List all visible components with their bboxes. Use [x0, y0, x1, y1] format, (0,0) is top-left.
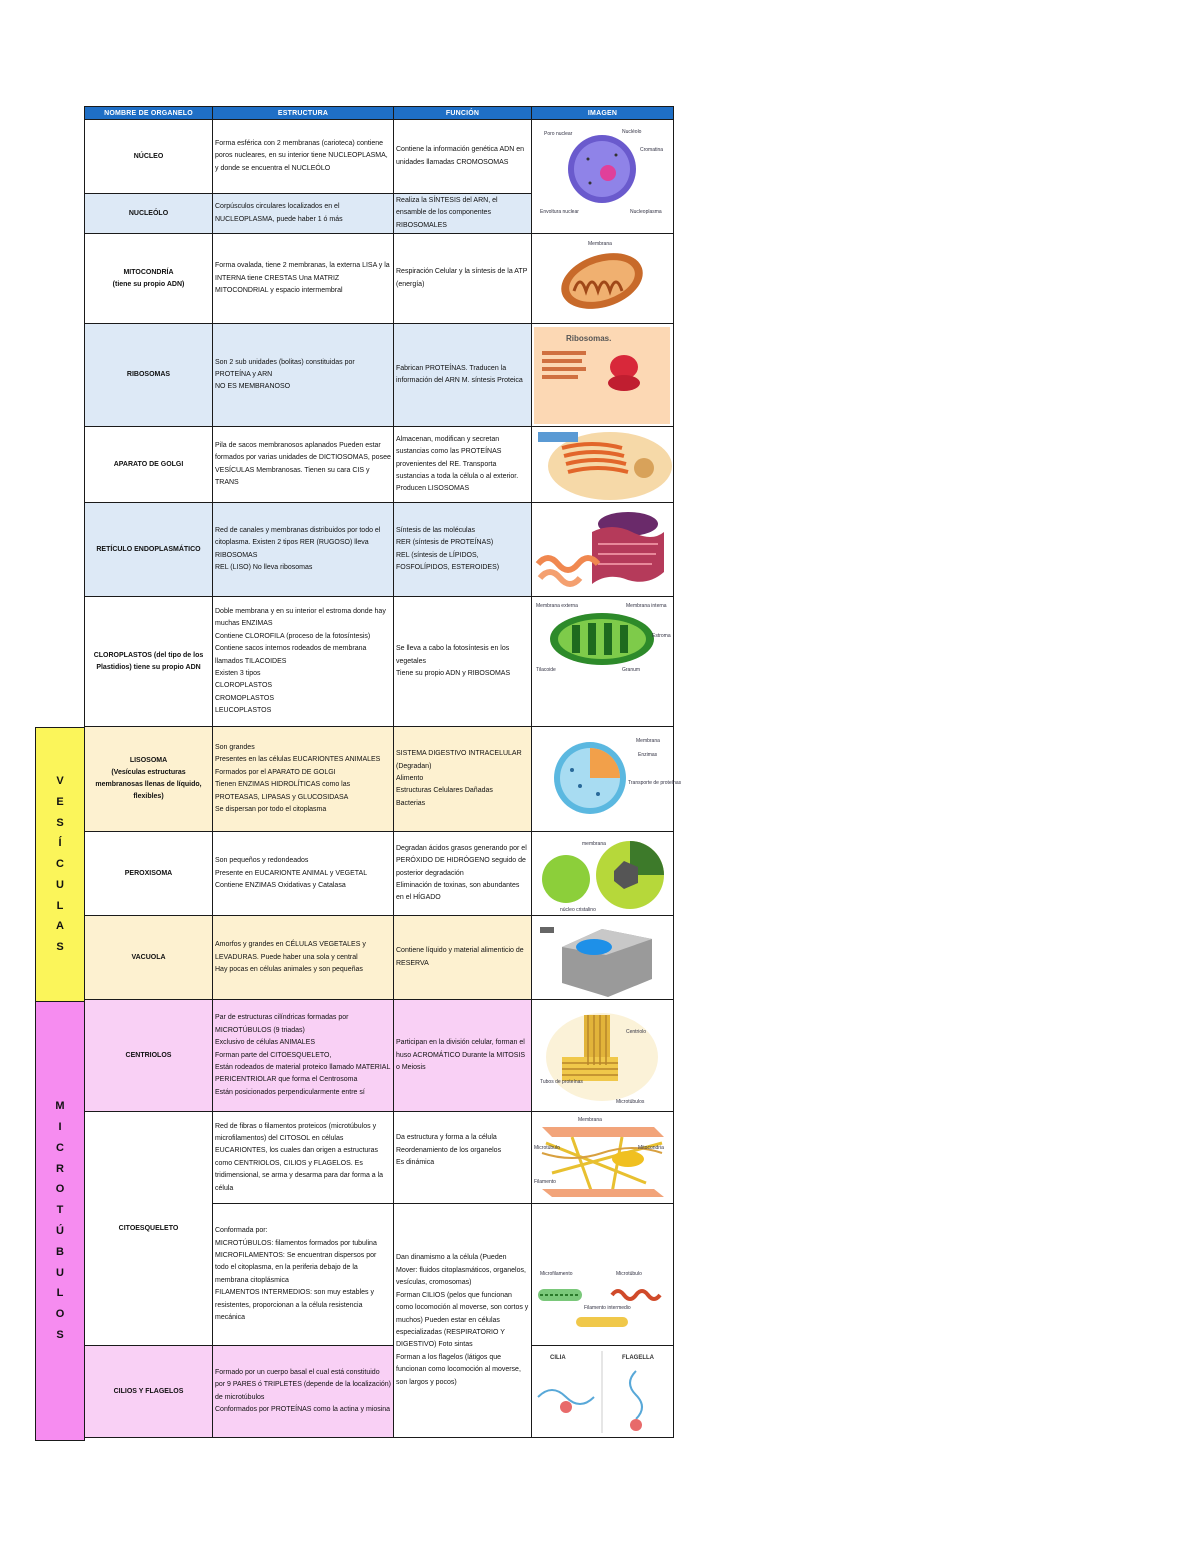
organelle-structure: Son 2 sub unidades (bolitas) constituidas por PROTEÍNA y ARN NO ES MEMBRANOSO: [213, 324, 394, 427]
organelle-image-cell: [532, 832, 674, 916]
group-letter: L: [56, 899, 64, 912]
group-letter: V: [56, 774, 64, 787]
table-row: [85, 503, 674, 597]
image-label: Filamento: [534, 1178, 556, 1185]
table-row: [85, 120, 674, 194]
organelle-function: Realiza la SÍNTESIS del ARN, el ensamble de los componentes RIBOSOMALES: [394, 194, 532, 234]
organelle-structure: Forma ovalada, tiene 2 membranas, la externa LISA y la INTERNA tiene CRESTAS Una MATRIZ MITOCONDRIAL y espacio intermembral: [213, 234, 394, 324]
organelle-structure: Forma esférica con 2 membranas (carioteca) contiene poros nucleares, en su interior tiene NUCLEOPLASMA, y donde se encuentra el NUCLEÓLO: [213, 120, 394, 194]
image-label: membrana: [582, 840, 606, 847]
er-image: [532, 504, 672, 596]
image-label: Microtúbulos: [616, 1098, 645, 1105]
organelle-image-cell: [532, 234, 674, 324]
image-label: Cromatina: [640, 146, 664, 153]
group-letter: Í: [58, 837, 62, 850]
image-label: Granum: [622, 667, 641, 674]
lysosome-image: [532, 728, 682, 831]
image-label: Envoltura nuclear: [540, 208, 579, 215]
organelle-name: RIBOSOMAS: [85, 324, 213, 427]
organelle-image-cell: [532, 1346, 674, 1438]
group-letter: M: [55, 1100, 65, 1113]
group-letter: S: [56, 1328, 64, 1341]
vacuole-image: [532, 917, 672, 999]
image-label: Tilacoide: [536, 667, 556, 674]
image-label: núcleo cristalino: [560, 906, 596, 913]
group-letter: E: [56, 795, 64, 808]
image-label: Mitocondria: [638, 1144, 664, 1151]
image-label: Nucleoplasma: [630, 208, 662, 215]
mitochondria-image: [532, 235, 672, 323]
image-label: Filamento intermedio: [584, 1304, 631, 1311]
organelle-image-cell: [532, 324, 674, 427]
organelle-function: Dan dinamismo a la célula (Pueden Mover: fluidos citoplasmáticos, organelos, vesículas, cromosomas) Forman CILIOS (pelos que funcionan como locomoción al moverse, son cortos y muchos) Pueden estar en células especializadas (RESPIRATORIO Y DIGESTIVO) Foto sintas Forman a los flagelos (látigos que funcionan como locomoción al moverse, son largos y pocos): [394, 1204, 532, 1438]
image-label: Microtúbulo: [534, 1144, 560, 1151]
image-label: Transporte de proteínas: [628, 779, 682, 786]
organelle-function: Contiene líquido y material alimenticio de RESERVA: [394, 916, 532, 1000]
group-letter: I: [58, 1121, 62, 1134]
organelle-function: Respiración Celular y la síntesis de la ATP (energía): [394, 234, 532, 324]
organelle-name: PEROXISOMA: [85, 832, 213, 916]
nucleus-image: [532, 121, 672, 233]
organelle-name: CENTRIOLOS: [85, 1000, 213, 1112]
group-letter: O: [55, 1183, 65, 1196]
organelle-name: NÚCLEO: [85, 120, 213, 194]
golgi-image: [532, 428, 672, 502]
organelle-table-sheet: [84, 106, 682, 1438]
organelle-function: Participan en la división celular, forman el huso ACROMÁTICO Durante la MITOSIS o Meiosis: [394, 1000, 532, 1112]
organelle-structure: Pila de sacos membranosos aplanados Pueden estar formados por varias unidades de DICTIOSOMAS, posee VESÍCULAS Membranosas. Tienen su cara CIS y TRANS: [213, 427, 394, 503]
image-label: Membrana: [588, 240, 612, 247]
image-label: Microtúbulo: [616, 1270, 642, 1277]
image-label: Poro nuclear: [544, 130, 573, 137]
organelle-structure: Red de fibras o filamentos proteicos (microtúbulos y microfilamentos) del CITOSOL en células EUCARIONTES, los cuales dan origen a estructuras como CENTRIOLOS, CILIOS y FLAGELOS. Es tridimensional, se arma y desarma para dar forma a la célula: [213, 1112, 394, 1204]
organelle-structure: Son pequeños y redondeados Presente en EUCARIONTE ANIMAL y VEGETAL Contiene ENZIMAS Oxidativas y Catalasa: [213, 832, 394, 916]
organelle-image-cell: [532, 1000, 674, 1112]
organelle-image-cell: [532, 120, 674, 234]
chloroplast-image: [532, 597, 672, 677]
organelle-structure: Red de canales y membranas distribuidos por todo el citoplasma. Existen 2 tipos RER (RUGOSO) lleva RIBOSOMAS REL (LISO) No lleva ribosomas: [213, 503, 394, 597]
organelle-structure-secondary: Conformada por: MICROTÚBULOS: filamentos formados por tubulina MICROFILAMENTOS: Se encuentran dispersos por todo el citoplasma, en la periferia debajo de la membrana citoplásmica FILAMENTOS INTERMEDIOS: son muy estables y resistentes, proporcionan a la célula resistencia mecánica: [213, 1204, 394, 1346]
organelle-image-cell: [532, 1112, 674, 1204]
vesiculas-group-label: [35, 727, 85, 1002]
organelle-function: SISTEMA DIGESTIVO INTRACELULAR (Degradan) Alimento Estructuras Celulares Dañadas Bacterias: [394, 727, 532, 832]
organelle-name: CLOROPLASTOS (del tipo de los Plastidios) tiene su propio ADN: [85, 597, 213, 727]
image-label: Estroma: [652, 633, 671, 640]
organelle-function: Degradan ácidos grasos generando por el PERÓXIDO DE HIDRÓGENO seguido de posterior degradación Eliminación de toxinas, son abundantes en el HÍGADO: [394, 832, 532, 916]
image-label: Membrana: [578, 1116, 602, 1123]
organelle-name: MITOCONDRÍA (tiene su propio ADN): [85, 234, 213, 324]
group-letter: A: [56, 920, 64, 933]
image-title: Ribosomas.: [566, 333, 612, 343]
header-row: [85, 107, 674, 120]
header-nombre: NOMBRE DE ORGANELO: [85, 107, 213, 120]
image-label: Membrana: [636, 737, 660, 744]
table-row: [85, 427, 674, 503]
image-label: Membrana externa: [536, 603, 578, 610]
image-label: Microfilamento: [540, 1270, 573, 1277]
organelle-function: Se lleva a cabo la fotosíntesis en los vegetales Tiene su propio ADN y RIBOSOMAS: [394, 597, 532, 727]
table-row: [85, 324, 674, 427]
ribosome-image: [532, 325, 672, 426]
image-label: FLAGELLA: [622, 1354, 654, 1361]
organelle-function: Síntesis de las moléculas RER (síntesis de PROTEÍNAS) REL (síntesis de LÍPIDOS, FOSFOLÍPIDOS, ESTEROIDES): [394, 503, 532, 597]
microtubulos-group-label: [35, 1001, 85, 1441]
group-letter: S: [56, 941, 64, 954]
organelle-image-cell: [532, 427, 674, 503]
organelle-image-cell: [532, 727, 682, 832]
group-letter: S: [56, 816, 64, 829]
organelle-table: [84, 106, 682, 1438]
organelle-function: Fabrican PROTEÍNAS. Traducen la información del ARN M. síntesis Proteica: [394, 324, 532, 427]
table-row: [85, 916, 674, 1000]
group-letter: C: [56, 1141, 64, 1154]
organelle-name: NUCLEÓLO: [85, 194, 213, 234]
organelle-structure: Doble membrana y en su interior el estroma donde hay muchas ENZIMAS Contiene CLOROFILA (proceso de la fotosíntesis) Contiene sacos internos rodeados de membrana llamados TILACOIDES Existen 3 tipos CLOROPLASTOS CROMOPLASTOS LEUCOPLASTOS: [213, 597, 394, 727]
image-label: Membrana interna: [626, 603, 667, 610]
organelle-image-cell: [532, 1204, 674, 1346]
group-letter: U: [56, 878, 64, 891]
group-letter: C: [56, 858, 64, 871]
centriole-image: [532, 1001, 672, 1111]
peroxisome-image: [532, 833, 672, 915]
filament-types-image: [532, 1205, 672, 1345]
image-label: Centriolo: [626, 1028, 647, 1035]
organelle-function: Contiene la información genética ADN en unidades llamadas CROMOSOMAS: [394, 120, 532, 194]
organelle-structure: Par de estructuras cilíndricas formadas por MICROTÚBULOS (9 triadas) Exclusivo de células ANIMALES Forman parte del CITOESQUELETO, Están rodeados de material proteico llamado MATERIAL PERICENTRIOLAR que forma el Centrosoma Están posicionados perpendicularmente entre sí: [213, 1000, 394, 1112]
organelle-image-cell: [532, 503, 674, 597]
organelle-image-cell: [532, 597, 674, 727]
image-label: Tubos de proteínas: [540, 1078, 583, 1085]
image-label: Nucléolo: [622, 128, 642, 135]
table-row: [85, 727, 674, 832]
cytoskeleton-image: [532, 1113, 672, 1203]
group-letter: O: [55, 1308, 65, 1321]
header-imagen: IMAGEN: [532, 107, 674, 120]
group-letter: L: [56, 1287, 64, 1300]
organelle-name: LISOSOMA (Vesículas estructuras membranosas llenas de líquido, flexibles): [85, 727, 213, 832]
organelle-structure: Amorfos y grandes en CÉLULAS VEGETALES y LEVADURAS. Puede haber una sola y central Hay pocas en células animales y son pequeñas: [213, 916, 394, 1000]
group-letter: U: [56, 1266, 64, 1279]
organelle-name: CILIOS Y FLAGELOS: [85, 1346, 213, 1438]
cilia-flagella-image: [532, 1347, 672, 1437]
header-funcion: FUNCIÓN: [394, 107, 532, 120]
header-estructura: ESTRUCTURA: [213, 107, 394, 120]
organelle-name: APARATO DE GOLGI: [85, 427, 213, 503]
organelle-name: CITOESQUELETO: [85, 1112, 213, 1346]
table-row: [85, 597, 674, 727]
table-row: [85, 234, 674, 324]
organelle-image-cell: [532, 916, 674, 1000]
group-letter: B: [56, 1245, 64, 1258]
organelle-name: RETÍCULO ENDOPLASMÁTICO: [85, 503, 213, 597]
group-letter: Ú: [56, 1225, 64, 1237]
image-label: CILIA: [550, 1354, 566, 1361]
table-row: [85, 832, 674, 916]
image-label: Enzimas: [638, 751, 658, 758]
group-letter: R: [56, 1162, 64, 1175]
table-row: [85, 1346, 674, 1438]
group-letter: T: [56, 1204, 64, 1217]
organelle-function: Almacenan, modifican y secretan sustancias como las PROTEÍNAS provenientes del RE. Transporta sustancias a toda la célula o al exterior. Producen LISOSOMAS: [394, 427, 532, 503]
organelle-structure: Son grandes Presentes en las células EUCARIONTES ANIMALES Formados por el APARATO DE GOLGI Tienen ENZIMAS HIDROLÍTICAS como las PROTEASAS, LIPASAS y GLUCOSIDASA Se dispersan por todo el citoplasma: [213, 727, 394, 832]
organelle-structure: Corpúsculos circulares localizados en el NUCLEOPLASMA, puede haber 1 ó más: [213, 194, 394, 234]
organelle-structure: Formado por un cuerpo basal el cual está constituido por 9 PARES ó TRIPLETES (depende de la localización) de microtúbulos Conformados por PROTEÍNAS como la actina y miosina: [213, 1346, 394, 1438]
table-row: [85, 1000, 674, 1112]
table-row: [85, 1112, 674, 1204]
organelle-function: Da estructura y forma a la célula Reordenamiento de los organelos Es dinámica: [394, 1112, 532, 1204]
organelle-name: VACUOLA: [85, 916, 213, 1000]
